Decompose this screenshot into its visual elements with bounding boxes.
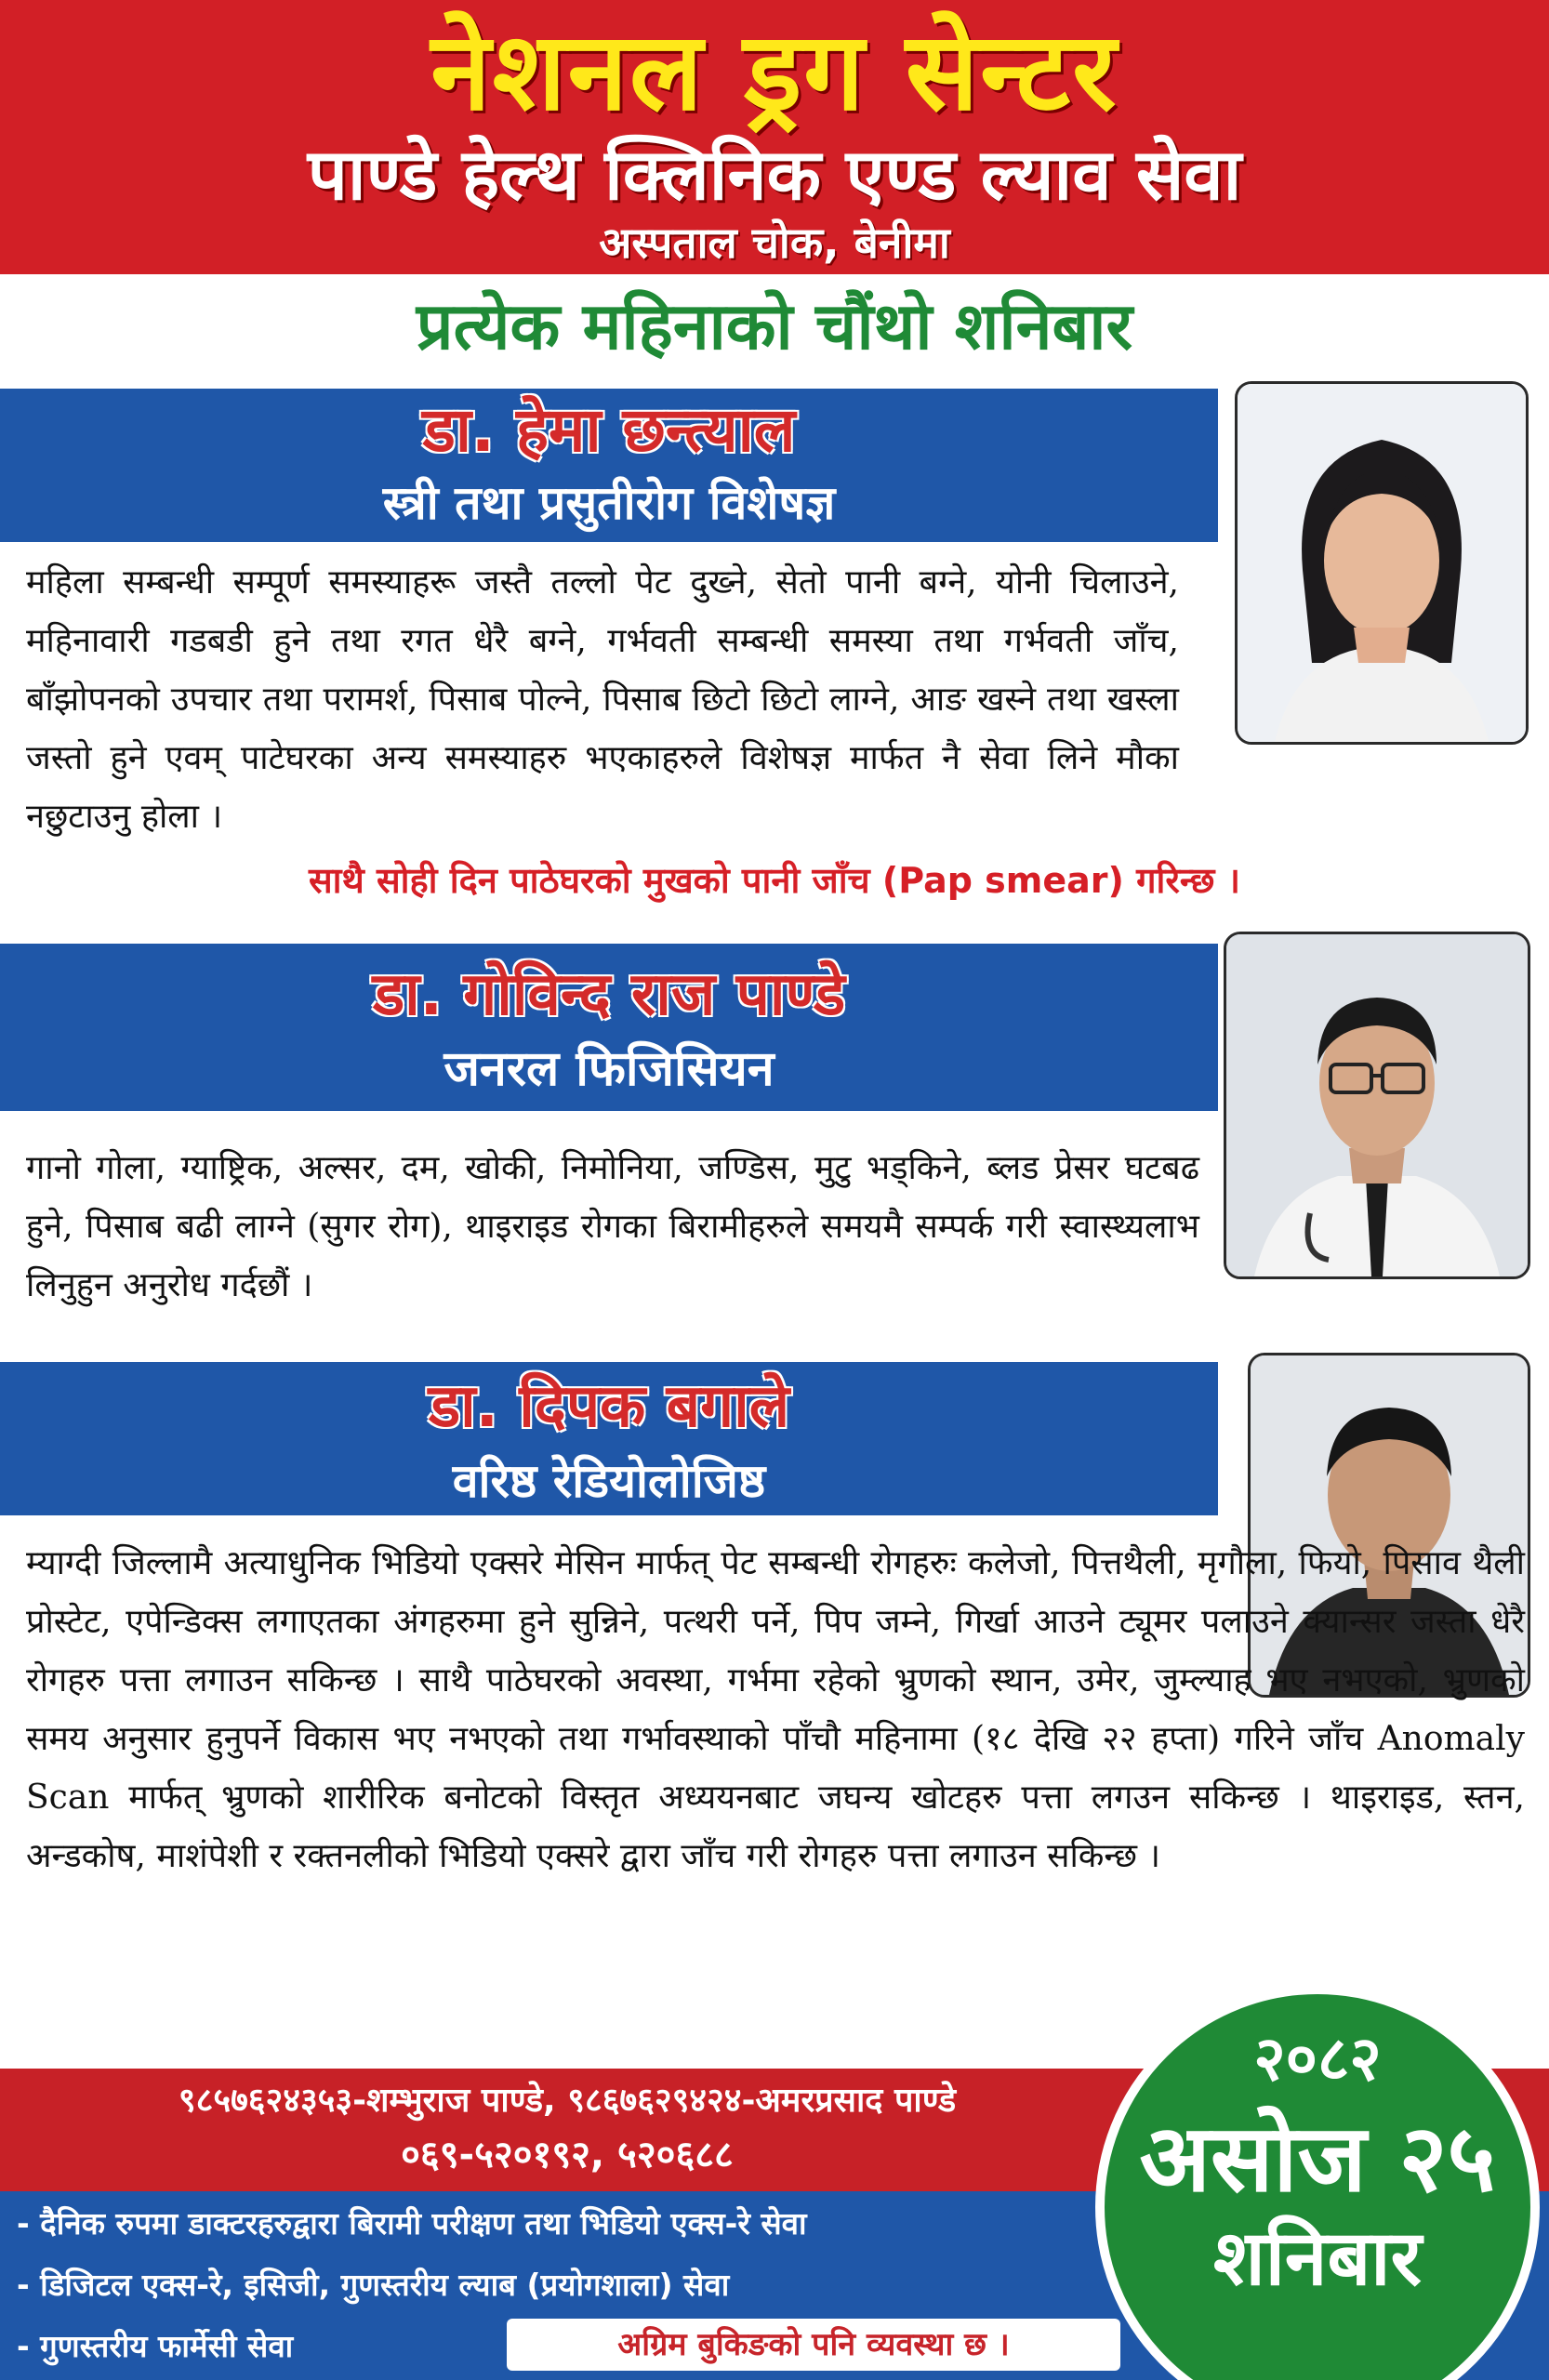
pap-smear-note: साथै सोही दिन पाठेघरको मुखको पानी जाँच (Pap smear) गरिन्छ । [308, 860, 1241, 901]
doctor-2-photo [1224, 932, 1530, 1279]
clinic-title: नेशनल ड्रग सेन्टर [430, 9, 1119, 135]
doctor-1-specialty: स्त्री तथा प्रसुतीरोग विशेषज्ञ [382, 476, 836, 530]
landline-numbers: ०६९-५२०१९२, ५२०६८८ [401, 2134, 734, 2176]
doctor-1-description: महिला सम्बन्धी सम्पूर्ण समस्याहरू जस्तै तल्लो पेट दुख्ने, सेतो पानी बग्ने, योनी चिलाउने, महिनावारी गडबडी हुने तथा रगत धेरै बग्ने, गर्भवती सम्बन्धी समस्या तथा गर्भवती जाँच, बाँझोपनको उपचार तथा परामर्श, पिसाब पोल्ने, पिसाब छिटो छिटो लाग्ने, आङ खस्ने तथा खस्ला जस्तो हुने एवम् पाटेघरका अन्य समस्याहरु भएकाहरुले विशेषज्ञ मार्फत नै सेवा लिने मौका नछुटाउनु होला । [26, 563, 1179, 836]
clinic-subtitle: पाण्डे हेल्थ क्लिनिक एण्ड ल्याव सेवा [307, 133, 1242, 216]
doctor-2-portrait-icon [1226, 934, 1528, 1276]
doctor-2-description: गानो गोला, ग्याष्ट्रिक, अल्सर, दम, खोकी, निमोनिया, जण्डिस, मुटु भड्किने, ब्लड प्रेसर घटबढ हुने, पिसाब बढी लाग्ने (सुगर रोग), थाइराइड रोगका बिरामीहरुले समयमै सम्पर्क गरी स्वास्थ्यलाभ लिनुहुन अनुरोध गर्दछौं । [26, 1149, 1199, 1304]
doctor-2-specialty: जनरल फिजिसियन [444, 1041, 774, 1097]
service-item: - दैनिक रुपमा डाक्टरहरुद्वारा बिरामी परीक्षण तथा भिडियो एक्स-रे सेवा [17, 2205, 807, 2241]
event-date: असोज २५ [1139, 2104, 1496, 2213]
service-item: - डिजिटल एक्स-रे, इसिजी, गुणस्तरीय ल्याब (प्रयोगशाला) सेवा [17, 2267, 730, 2303]
event-year: २०८२ [1253, 2023, 1382, 2095]
doctor-3-specialty: वरिष्ठ रेडियोलोजिष्ठ [452, 1454, 766, 1508]
doctor-3-description: म्याग्दी जिल्लामै अत्याधुनिक भिडियो एक्सरे मेसिन मार्फत् पेट सम्बन्धी रोगहरुः कलेजो, पित्तथैली, मृगौला, फियो, पिसाव थैली प्रोस्टेट, एपेन्डिक्स लगाएतका अंगहरुमा हुने सुन्निने, पत्थरी पर्ने, पिप जम्ने, गिर्खा आउने ट्यूमर पलाउने क्यान्सर जस्ता धेरै रोगहरु पत्ता लगाउन सकिन्छ । साथै पाठेघरको अवस्था, गर्भमा रहेको भ्रुणको स्थान, उमेर, जुम्ल्याह भए नभएको, भ्रुणको समय अनुसार हुनुपर्ने विकास भए नभएको तथा गर्भावस्थाको पाँचौ महिनामा (१८ देखि २२ हप्ता) गरिने जाँच Anomaly Scan मार्फत् भ्रुणको शारीरिक बनोटको विस्तृत अध्ययनबाट जघन्य खोटहरु पत्ता लगउन सकिन्छ । थाइराइड, स्तन, अन्डकोष, माशंपेशी र रक्तनलीको भिडियो एक्सरे द्वारा जाँच गरी रोगहरु पत्ता लगाउन सकिन्छ । [26, 1544, 1525, 1875]
doctor-1-name: डा. हेमा छन्त्याल [422, 394, 796, 466]
event-day: शनिबार [1212, 2215, 1423, 2303]
mobile-numbers: ९८५७६२४३५३-शम्भुराज पाण्डे, ९८६७६२९४२४-अमरप्रसाद पाण्डे [178, 2082, 957, 2120]
doctor-3-name: डा. दिपक बगाले [428, 1372, 790, 1441]
service-item: - गुणस्तरीय फार्मेसी सेवा [17, 2328, 294, 2364]
schedule-text: प्रत्येक महिनाको चौंथो शनिबार [416, 288, 1133, 364]
doctor-1-photo [1235, 381, 1529, 745]
clinic-location: अस्पताल चोक, बेनीमा [599, 218, 950, 268]
doctor-1-portrait-icon [1238, 384, 1526, 742]
doctor-2-name: डा. गोविन्द राज पाण्डे [372, 960, 846, 1029]
booking-badge: अग्रिम बुकिङको पनि व्यवस्था छ । [507, 2319, 1120, 2371]
